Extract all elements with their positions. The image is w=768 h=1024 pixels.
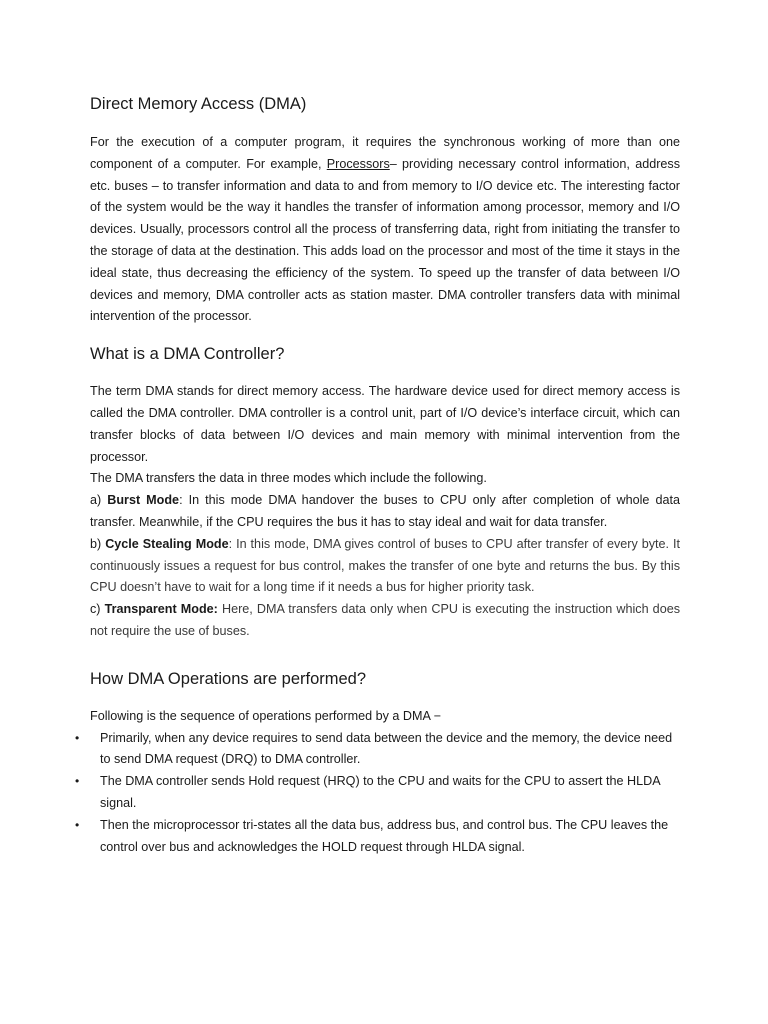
mode-a-prefix: a) bbox=[90, 493, 102, 508]
list-item bbox=[75, 771, 680, 815]
dma-intro-text-after-link: – providing necessary control information, address etc. buses – to transfer information and data to and from memory to I/O device etc. The interesting factor of the system would be the way it handles the transfer of information among processor, memory and I/O devices. Usually, processors control all the process of transferring data, right from initiating the transfer to the storage of data at the destination. This adds load on the processor and most of the time it stays in the ideal state, thus decreasing the efficiency of the system. To speed up the transfer of data between I/O devices and memory, DMA controller acts as station master. DMA controller transfers data with minimal intervention of the processor. bbox=[90, 156, 681, 324]
transparent-mode-label: Transparent Mode: bbox=[104, 602, 218, 617]
section-heading-dma: Direct Memory Access (DMA) bbox=[90, 95, 307, 113]
burst-mode-text: : In this mode DMA handover the buses to CPU only after completion of whole data transfer. Meanwhile, if the CPU requires the bus it has to stay ideal and wait for data transfer. bbox=[90, 493, 680, 529]
burst-mode-paragraph bbox=[90, 490, 680, 534]
cycle-stealing-mode-label: Cycle Stealing Mode bbox=[105, 536, 229, 551]
list-item-text: Primarily, when any device requires to send data between the device and the memory, the device need to send DMA request (DRQ) to DMA controller. bbox=[100, 730, 673, 767]
dma-intro-text-before-link: For the execution of a computer program, it requires the synchronous working of more than one component of a computer. For example, bbox=[90, 135, 680, 171]
dma-modes-intro-paragraph: The DMA transfers the data in three modes which include the following. bbox=[90, 471, 487, 486]
dma-operations-list bbox=[75, 728, 680, 859]
burst-mode-label: Burst Mode bbox=[107, 493, 180, 508]
list-item-text: Then the microprocessor tri-states all the data bus, address bus, and control bus. The CPU leaves the control over bus and acknowledges the HOLD request through HLDA signal. bbox=[100, 817, 669, 854]
cycle-stealing-mode-text: : In this mode, DMA gives control of buses to CPU after transfer of every byte. It continuously issues a request for bus control, makes the transfer of one byte and returns the bus. By this CPU doesn’t have to wait for a long time if it needs a bus for higher priority task. bbox=[90, 536, 680, 595]
cycle-stealing-mode-paragraph bbox=[90, 534, 680, 599]
processors-link[interactable]: Processors bbox=[326, 156, 390, 171]
section-heading-dma-controller: What is a DMA Controller? bbox=[90, 345, 285, 364]
bullet-icon: • bbox=[75, 774, 80, 789]
transparent-mode-text: Here, DMA transfers data only when CPU is executing the instruction which does not require the use of buses. bbox=[90, 602, 680, 638]
section-heading-dma-operations: How DMA Operations are performed? bbox=[90, 669, 367, 688]
list-item bbox=[75, 815, 680, 859]
transparent-mode-paragraph bbox=[90, 599, 680, 643]
bullet-icon: • bbox=[75, 730, 80, 745]
bullet-icon: • bbox=[75, 817, 80, 832]
mode-b-prefix: b) bbox=[90, 536, 102, 551]
dma-intro-paragraph bbox=[90, 132, 680, 328]
mode-c-prefix: c) bbox=[90, 602, 101, 617]
list-item bbox=[75, 728, 680, 772]
dma-operations-intro: Following is the sequence of operations performed by a DMA − bbox=[90, 708, 442, 723]
list-item-text: The DMA controller sends Hold request (HRQ) to the CPU and waits for the CPU to assert the HLDA signal. bbox=[100, 774, 660, 810]
dma-controller-definition-paragraph: The term DMA stands for direct memory access. The hardware device used for direct memory access is called the DMA controller. DMA controller is a control unit, part of I/O device’s interface circuit, which can transfer blocks of data between I/O devices and main memory with minimal intervention from the processor. bbox=[90, 384, 680, 464]
